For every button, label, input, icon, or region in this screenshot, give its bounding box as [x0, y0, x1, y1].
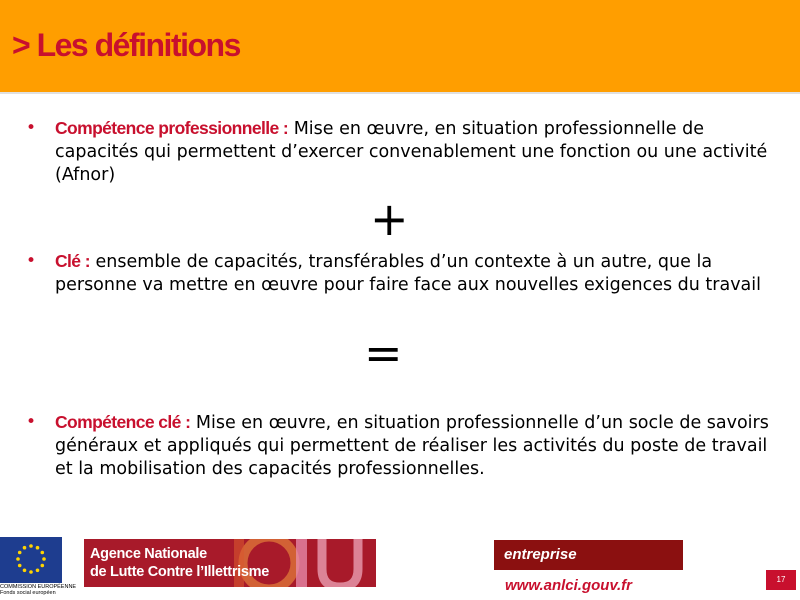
eu-caption-line2: Fonds social européen: [0, 590, 56, 596]
equals-symbol: =: [364, 326, 403, 380]
definition-text: Mise en œuvre, en situation professionnelle d’un socle de savoirs généraux et appliqués qui permettent de réaliser les activités du poste de travail et la mobilisation des capacités professionnelles.: [55, 413, 769, 479]
page-number: 17: [766, 570, 796, 590]
definition-term: Compétence clé :: [55, 412, 191, 432]
agency-name-line2: de Lutte Contre l’Illettrisme: [90, 564, 270, 580]
definition-text: ensemble de capacités, transférables d’un contexte à un autre, que la personne va mettre en œuvre pour faire face aux nouvelles exigences du travail: [55, 252, 761, 295]
bullet-icon: •: [26, 412, 37, 432]
anlci-logo: [84, 539, 376, 587]
definition-competence-professionnelle: [55, 117, 770, 187]
definition-term: Clé :: [55, 251, 90, 271]
eu-flag-logo: [0, 537, 62, 583]
entreprise-bar: [494, 540, 683, 570]
definition-term: Compétence professionnelle :: [55, 118, 289, 138]
definition-competence-cle: [55, 411, 770, 481]
eu-caption: [0, 584, 90, 596]
plus-symbol: +: [370, 192, 409, 246]
definition-text: Mise en œuvre, en situation professionnelle de capacités qui permettent d’exercer convenablement une fonction ou une activité (Afnor): [55, 119, 768, 185]
website-link[interactable]: www.anlci.gouv.fr: [505, 577, 632, 594]
eu-stars-icon: [0, 537, 62, 583]
bullet-icon: •: [26, 118, 37, 138]
page-title: > Les définitions: [12, 27, 240, 63]
eu-caption-line1: COMMISSION EUROPÉENNE: [0, 584, 77, 590]
agency-name-line1: Agence Nationale: [90, 546, 207, 562]
bullet-icon: •: [26, 251, 37, 271]
definition-cle: [55, 250, 770, 297]
header-bar: [0, 0, 800, 92]
header-divider: [0, 92, 800, 94]
entreprise-label: entreprise: [504, 546, 577, 563]
